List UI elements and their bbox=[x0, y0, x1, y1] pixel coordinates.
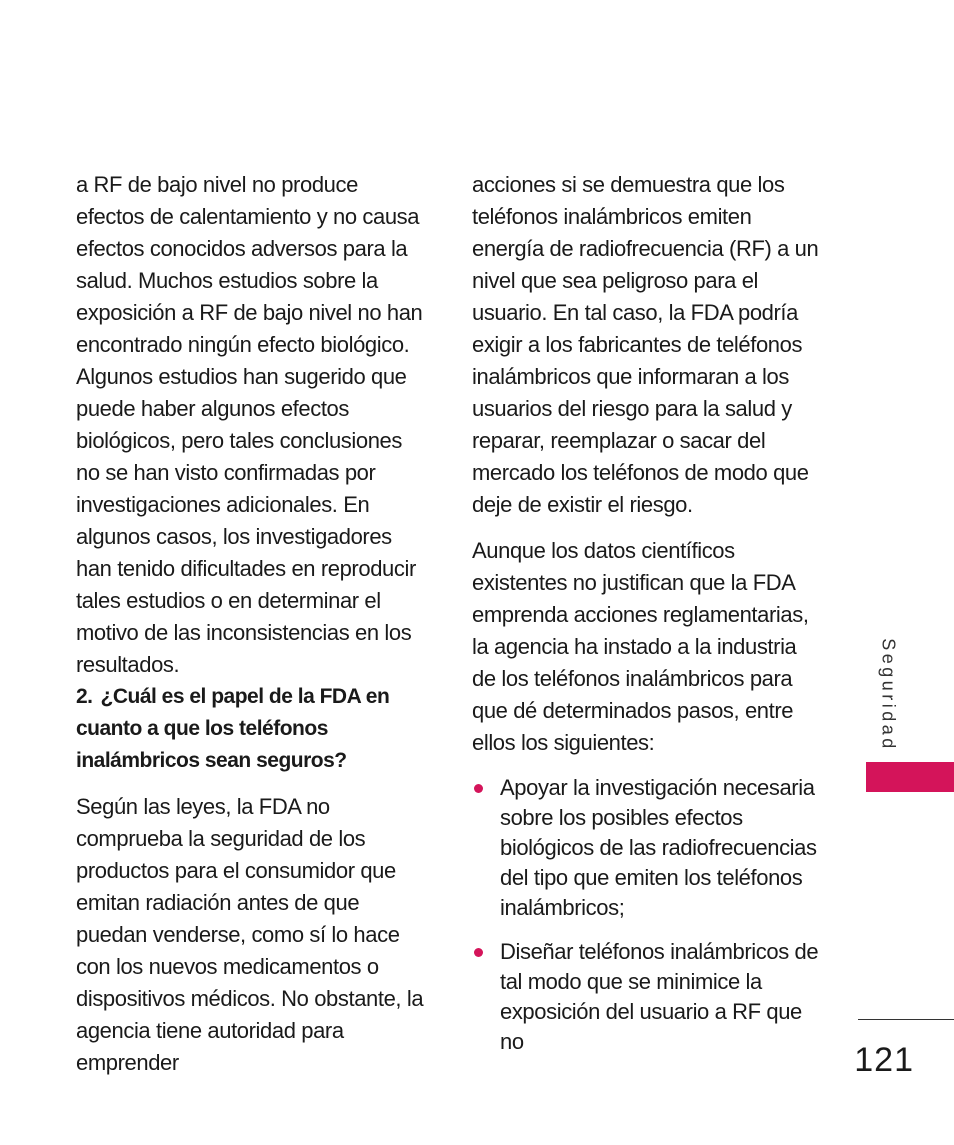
list-item bbox=[472, 937, 822, 1057]
bullet-list bbox=[472, 773, 822, 1057]
section-heading bbox=[76, 681, 428, 777]
section-tab-label: Seguridad bbox=[878, 638, 899, 752]
list-item-text: Apoyar la investigación necesaria sobre los posibles efectos biológicos de las radiofrecuencias del tipo que emiten los teléfonos inalámbricos; bbox=[500, 775, 817, 920]
body-paragraph: Según las leyes, la FDA no comprueba la seguridad de los productos para el consumidor que emitan radiación antes de que puedan venderse, como sí lo hace con los nuevos medicamentos o dispositivos médicos. No obstante, la agencia tiene autoridad para emprender bbox=[76, 794, 424, 1075]
footer-divider bbox=[858, 1019, 954, 1020]
list-item bbox=[472, 773, 822, 923]
left-column bbox=[76, 169, 428, 1079]
body-paragraph: a RF de bajo nivel no produce efectos de calentamiento y no causa efectos conocidos adversos para la salud. Muchos estudios sobre la exposición a RF de bajo nivel no han encontrado ningún efecto biológico. Algunos estudios han sugerido que puede haber algunos efectos biológicos, pero tales conclusiones no se han visto confirmadas por investigaciones adicionales. En algunos casos, los investigadores han tenido dificultades en reproducir tales estudios o en determinar el motivo de las inconsistencias en los resultados. bbox=[76, 172, 423, 677]
section-tab-marker bbox=[866, 762, 954, 792]
body-paragraph: acciones si se demuestra que los teléfonos inalámbricos emiten energía de radiofrecuencia (RF) a un nivel que sea peligroso para el usuario. En tal caso, la FDA podría exigir a los fabricantes de teléfonos inalámbricos que informaran a los usuarios del riesgo para la salud y reparar, reemplazar o sacar del mercado los teléfonos de modo que deje de existir el riesgo. bbox=[472, 172, 819, 517]
heading-number: 2. bbox=[76, 685, 93, 708]
bullet-dot-icon bbox=[474, 784, 483, 793]
right-column bbox=[472, 169, 822, 1071]
heading-text: ¿Cuál es el papel de la FDA en cuanto a que los teléfonos inalámbricos sean seguros? bbox=[76, 685, 390, 772]
list-item-text: Diseñar teléfonos inalámbricos de tal modo que se minimice la exposición del usuario a RF que no bbox=[500, 939, 819, 1054]
body-paragraph: Aunque los datos científicos existentes no justifican que la FDA emprenda acciones reglamentarias, la agencia ha instado a la industria de los teléfonos inalámbricos para que dé determinados pasos, entre ellos los siguientes: bbox=[472, 538, 809, 755]
bullet-dot-icon bbox=[474, 948, 483, 957]
page-number: 121 bbox=[854, 1041, 914, 1079]
